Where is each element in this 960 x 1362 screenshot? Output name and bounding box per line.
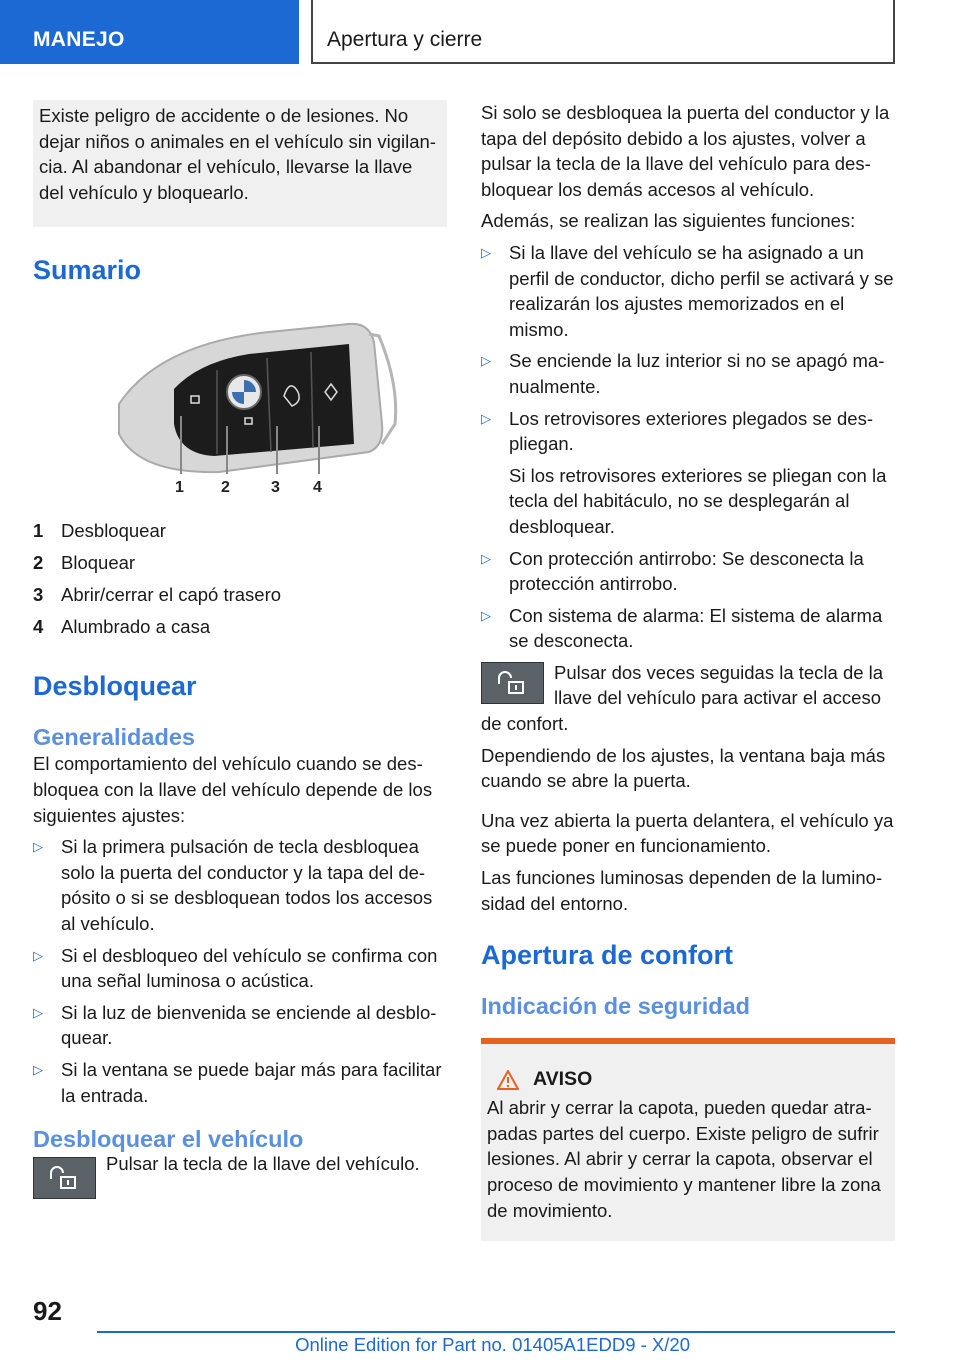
generalidades-intro: El comportamiento del vehículo cuando se desbloquea con la llave del vehículo depende de los siguientes ajustes: xyxy=(33,753,433,826)
legend-number: 4 xyxy=(33,616,44,638)
generalidades-list xyxy=(33,834,447,1108)
legend-text: Alumbrado a casa xyxy=(61,616,211,638)
triangle-bullet-icon: ▷ xyxy=(33,947,43,963)
list-item xyxy=(33,943,447,994)
sumario-heading: Sumario xyxy=(33,255,142,286)
legend-number: 1 xyxy=(33,520,44,542)
paragraph: Una vez abierta la puerta delantera, el vehículo ya se puede poner en funcionamiento. xyxy=(481,809,894,857)
triangle-bullet-icon: ▷ xyxy=(481,607,491,623)
legend-item xyxy=(33,611,447,643)
legend-item xyxy=(33,579,447,611)
triangle-bullet-icon: ▷ xyxy=(33,839,43,855)
callout-3: 3 xyxy=(271,479,280,497)
confort-key-instruction: Pulsar dos veces seguidas la tecla de la llave del vehículo para activar el acceso de confort. xyxy=(481,661,884,735)
legend-text: Desbloquear xyxy=(61,520,166,542)
unlock-key-icon xyxy=(481,662,544,704)
unlock-key-icon xyxy=(33,1157,96,1199)
list-item-text: Los retrovisores exteriores plegados se despliegan. xyxy=(509,407,874,455)
triangle-bullet-icon: ▷ xyxy=(481,410,491,426)
generalidades-heading: Generalidades xyxy=(33,724,195,751)
paragraph: Si solo se desbloquea la puerta del conductor y la tapa del depósito debido a los ajustes, volver a pulsar la tecla de la llave del vehículo para desbloquear los demás accesos al vehículo. xyxy=(481,102,890,200)
list-item-text: Si la luz de bienvenida se enciende al desbloquear. xyxy=(61,1001,437,1049)
triangle-bullet-icon: ▷ xyxy=(33,1004,43,1020)
car-key-illustration xyxy=(99,314,414,496)
list-item-subtext: Si los retrovisores exteriores se pliegan con la tecla del habitáculo, no se desplegarán al desbloquear. xyxy=(509,464,887,537)
triangle-bullet-icon: ▷ xyxy=(481,244,491,260)
section-tab: MANEJO xyxy=(0,0,299,64)
paragraph: Además, se realizan las siguientes funciones: xyxy=(481,210,856,232)
right-column xyxy=(481,100,895,1241)
legend-text: Abrir/cerrar el capó trasero xyxy=(61,584,282,606)
list-item-text: Si la primera pulsación de tecla desbloquea solo la puerta del conductor y la tapa del depósito o si se desbloquean todos los accesos al vehículo. xyxy=(61,836,433,934)
list-item-text: Si el desbloqueo del vehículo se confirma con una señal luminosa o acústica. xyxy=(61,944,438,992)
legend-number: 3 xyxy=(33,584,44,606)
triangle-bullet-icon: ▷ xyxy=(481,353,491,369)
callout-1: 1 xyxy=(175,479,184,497)
list-item xyxy=(481,348,895,399)
aviso-text: Al abrir y cerrar la capota, pueden quedar atrapadas partes del cuerpo. Existe peligro de sufrir lesiones. Al abrir y cerrar la capota, observar el proceso de movimiento y mantener libre la zona de movimiento. xyxy=(487,1097,881,1221)
left-column xyxy=(33,100,447,1199)
triangle-bullet-icon: ▷ xyxy=(481,550,491,566)
functions-list xyxy=(481,240,895,654)
footer-divider xyxy=(97,1331,895,1333)
list-item xyxy=(33,1057,447,1108)
paragraph: Dependiendo de los ajustes, la ventana baja más cuando se abre la puerta. xyxy=(481,744,886,792)
list-item-text: Si la llave del vehículo se ha asignado a un perfil de conductor, dicho perfil se activará y se realizarán los ajustes memorizados en el mismo. xyxy=(509,241,894,340)
paragraph: Las funciones luminosas dependen de la luminosidad del entorno. xyxy=(481,867,883,914)
chapter-title: Apertura y cierre xyxy=(311,0,895,64)
list-item xyxy=(481,546,895,597)
unlock-key-row xyxy=(33,1153,447,1199)
list-item-text: Si la ventana se puede bajar más para facilitar la entrada. xyxy=(61,1058,442,1106)
warning-note: Existe peligro de accidente o de lesiones. No dejar niños o animales en el vehículo sin vigilancia. Al abandonar el vehículo, llevarse la llave del vehículo y bloquearlo. xyxy=(33,100,447,227)
warning-triangle-icon xyxy=(497,1070,519,1090)
desbloquear-heading: Desbloquear xyxy=(33,671,197,702)
triangle-bullet-icon: ▷ xyxy=(33,1061,43,1077)
list-item xyxy=(481,240,895,342)
list-item xyxy=(481,603,895,654)
apertura-heading: Apertura de confort xyxy=(481,940,734,971)
list-item-text: Se enciende la luz interior si no se apagó manualmente. xyxy=(509,350,885,397)
list-item xyxy=(33,834,447,936)
desbloquear-vehiculo-heading: Desbloquear el vehículo xyxy=(33,1126,304,1153)
list-item-text: Con sistema de alarma: El sistema de alarma se desconecta. xyxy=(509,604,883,652)
list-item xyxy=(33,1000,447,1051)
unlock-instruction: Pulsar la tecla de la llave del vehículo. xyxy=(106,1153,420,1175)
legend-item xyxy=(33,547,447,579)
list-item xyxy=(481,406,895,540)
aviso-title-row xyxy=(497,1068,887,1091)
callout-4: 4 xyxy=(313,479,322,497)
confort-key-block xyxy=(481,660,895,737)
legend-text: Bloquear xyxy=(61,552,136,574)
key-legend xyxy=(33,515,447,643)
aviso-box xyxy=(481,1038,895,1241)
legend-number: 2 xyxy=(33,552,44,574)
seguridad-heading: Indicación de seguridad xyxy=(481,993,750,1020)
callout-2: 2 xyxy=(221,479,230,497)
list-item-text: Con protección antirrobo: Se desconecta la protección antirrobo. xyxy=(509,547,864,595)
legend-item xyxy=(33,515,447,547)
page-number: 92 xyxy=(33,1296,62,1326)
footer-edition: Online Edition for Part no. 01405A1EDD9 - X/20 xyxy=(295,1334,690,1355)
aviso-title: AVISO xyxy=(533,1068,593,1091)
